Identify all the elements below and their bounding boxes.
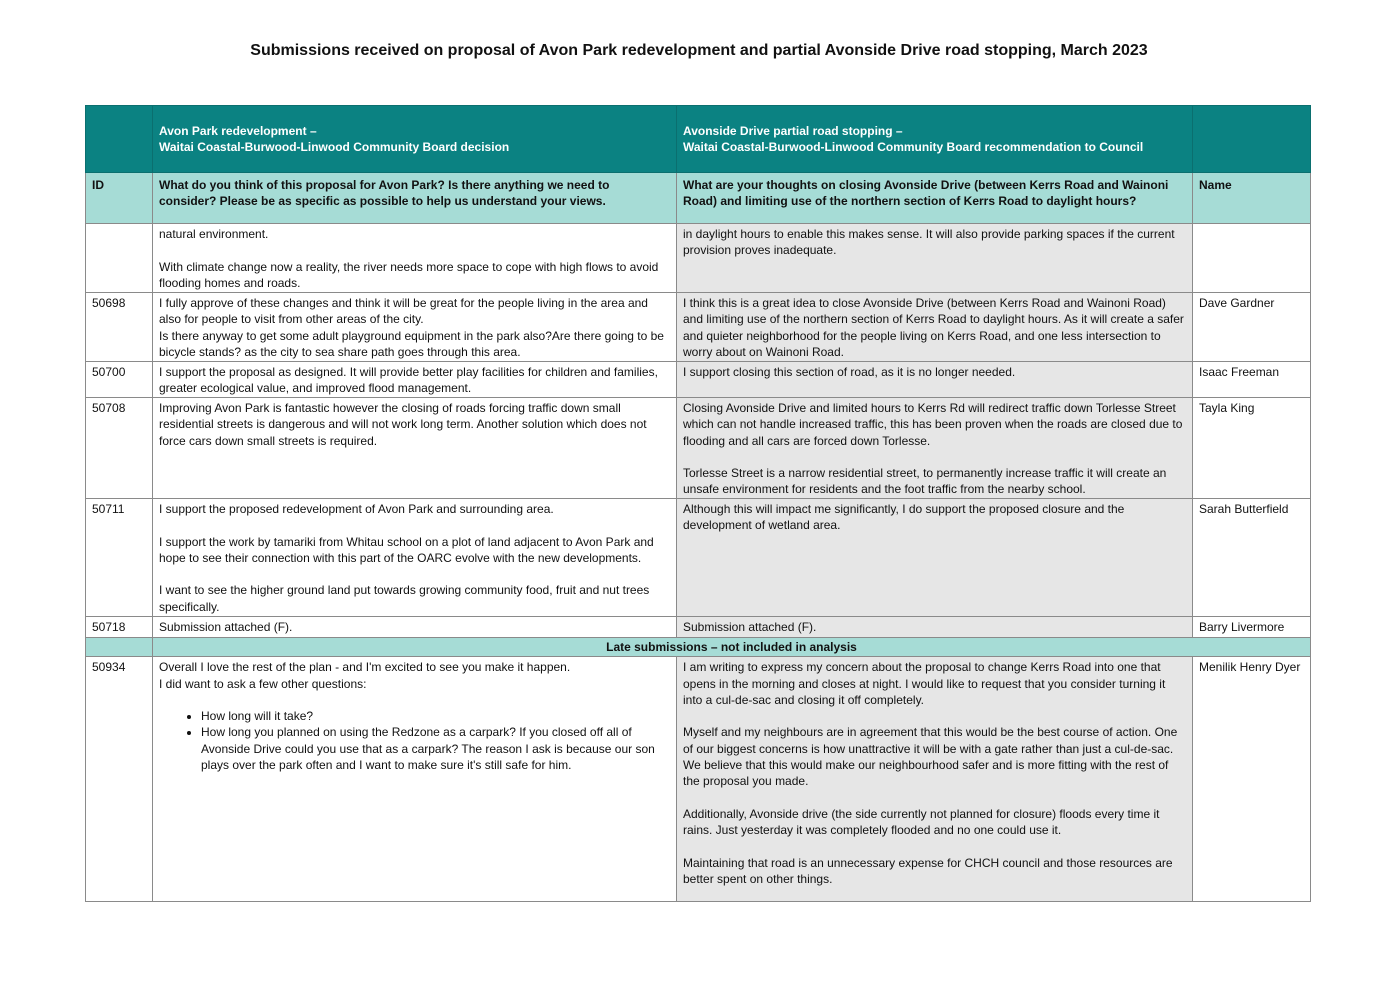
paragraph: natural environment. bbox=[159, 227, 269, 241]
late-submissions-label: Late submissions – not included in analysis bbox=[153, 638, 1311, 657]
submission-id: 50700 bbox=[86, 362, 153, 398]
subheader-name: Name bbox=[1193, 173, 1311, 224]
table-row bbox=[86, 657, 1311, 902]
paragraph: Additionally, Avonside drive (the side currently not planned for closure) floods every time it rains. Just yesterday it was completely flooded and no one could use it. bbox=[683, 806, 1160, 838]
avon-park-response bbox=[153, 657, 677, 902]
paragraph-gap bbox=[683, 839, 1186, 855]
avonside-response bbox=[677, 224, 1193, 293]
submitter-name: Isaac Freeman bbox=[1193, 362, 1311, 398]
table-row bbox=[86, 362, 1311, 398]
header-avonside-line1: Avonside Drive partial road stopping – bbox=[683, 123, 903, 138]
submission-id: 50698 bbox=[86, 293, 153, 362]
submission-id: 50934 bbox=[86, 657, 153, 902]
table-row bbox=[86, 398, 1311, 499]
table-row bbox=[86, 293, 1311, 362]
late-submissions-row bbox=[86, 638, 1311, 657]
paragraph: Submission attached (F). bbox=[683, 620, 817, 634]
paragraph-gap bbox=[683, 449, 1186, 465]
table-subheader-row bbox=[86, 173, 1311, 224]
paragraph: With climate change now a reality, the river needs more space to cope with high flows to avoid flooding homes and roads. bbox=[159, 259, 659, 290]
subheader-id: ID bbox=[86, 173, 153, 224]
submissions-table bbox=[85, 105, 1311, 902]
paragraph: I did want to ask a few other questions: bbox=[159, 676, 367, 691]
paragraph: Submission attached (F). bbox=[159, 620, 293, 634]
paragraph: Torlesse Street is a narrow residential street, to permanently increase traffic it will create an unsafe environment for residents and the foot traffic from the nearby school. bbox=[683, 466, 1167, 497]
header-id-cell bbox=[86, 106, 153, 173]
submission-id bbox=[86, 224, 153, 293]
paragraph: I am writing to express my concern about the proposal to change Kerrs Road into one that opens in the morning and closes at night. I would like to request that you consider turning it into a cul-de-sac and closing it off completely. bbox=[683, 660, 1166, 707]
paragraph: Overall I love the rest of the plan - and I'm excited to see you make it happen. bbox=[159, 660, 571, 675]
header-avonside-drive bbox=[677, 106, 1193, 173]
paragraph: I support the proposal as designed. It will provide better play facilities for children and families, greater ecological value, and improved flood management. bbox=[159, 365, 658, 396]
header-avon-park-line1: Avon Park redevelopment – bbox=[159, 123, 317, 138]
submitter-name: Barry Livermore bbox=[1193, 617, 1311, 638]
list-item: • How long you planned on using the Redzone as a carpark? If you closed off all of Avonside Drive could you use that as a carpark? The reason I ask is because our son plays over the park often and I want to make sure it's still safe for him. bbox=[201, 724, 670, 773]
header-name-cell bbox=[1193, 106, 1311, 173]
paragraph: Although this will impact me significantly, I do support the proposed closure and the development of wetland area. bbox=[683, 502, 1125, 533]
avon-park-response bbox=[153, 398, 677, 499]
subheader-question-1: What do you think of this proposal for Avon Park? Is there anything we need to consider? Please be as specific as possible to help us understand your views. bbox=[153, 173, 677, 224]
question-list bbox=[159, 708, 670, 773]
submitter-name: Menilik Henry Dyer bbox=[1193, 657, 1311, 902]
avonside-response bbox=[677, 293, 1193, 362]
paragraph: Maintaining that road is an unnecessary expense for CHCH council and those resources are better spent on other things. bbox=[683, 855, 1173, 887]
submitter-name bbox=[1193, 224, 1311, 293]
paragraph: I want to see the higher ground land put towards growing community food, fruit and nut trees specifically. bbox=[159, 583, 650, 614]
submission-rows bbox=[86, 224, 1311, 638]
submission-id: 50708 bbox=[86, 398, 153, 499]
paragraph-gap bbox=[159, 242, 670, 258]
avonside-response bbox=[677, 657, 1193, 902]
paragraph: I think this is a great idea to close Avonside Drive (between Kerrs Road and Wainoni Road) and limiting use of the northern section of Kerrs Road to daylight hours. As it will create a safer and quieter neighborhood for the people living on Kerrs Road, and one less intersection to worry about on Wainoni Road. bbox=[683, 296, 1184, 359]
avonside-response bbox=[677, 362, 1193, 398]
paragraph-gap bbox=[683, 708, 1186, 724]
paragraph: Improving Avon Park is fantastic however the closing of roads forcing traffic down small residential streets is dangerous and will not work long term. Another solution which does not force cars down small streets is required. bbox=[159, 401, 647, 448]
paragraph: I support the proposed redevelopment of Avon Park and surrounding area. bbox=[159, 502, 554, 516]
table-row bbox=[86, 499, 1311, 617]
table-header-row bbox=[86, 106, 1311, 173]
avon-park-response bbox=[153, 224, 677, 293]
paragraph: in daylight hours to enable this makes sense. It will also provide parking spaces if the current provision proves inadequate. bbox=[683, 227, 1175, 258]
avon-park-response bbox=[153, 499, 677, 617]
paragraph-gap bbox=[159, 566, 670, 582]
response-intro bbox=[159, 659, 670, 692]
submission-id: 50711 bbox=[86, 499, 153, 617]
submission-id: 50718 bbox=[86, 617, 153, 638]
header-avon-park-line2: Waitai Coastal-Burwood-Linwood Community Board decision bbox=[159, 140, 510, 154]
avon-park-response bbox=[153, 362, 677, 398]
avon-park-response bbox=[153, 617, 677, 638]
late-id-cell bbox=[86, 638, 153, 657]
avonside-response bbox=[677, 499, 1193, 617]
page-title: Submissions received on proposal of Avon Park redevelopment and partial Avonside Drive road stopping, March 2023 bbox=[250, 42, 1148, 59]
submitter-name: Sarah Butterfield bbox=[1193, 499, 1311, 617]
header-avonside-line2: Waitai Coastal-Burwood-Linwood Community Board recommendation to Council bbox=[683, 140, 1144, 154]
table-row bbox=[86, 224, 1311, 293]
paragraph-gap bbox=[159, 517, 670, 533]
subheader-question-2: What are your thoughts on closing Avonside Drive (between Kerrs Road and Wainoni Road) and limiting use of the northern section of Kerrs Road to daylight hours? bbox=[677, 173, 1193, 224]
header-avon-park bbox=[153, 106, 677, 173]
submitter-name: Tayla King bbox=[1193, 398, 1311, 499]
paragraph: I support the work by tamariki from Whitau school on a plot of land adjacent to Avon Park and hope to see their connection with this part of the OARC evolve with the new developments. bbox=[159, 534, 654, 565]
paragraph: Is there anyway to get some adult playground equipment in the park also?Are there going to be bicycle stands? as the city to sea share path goes through this area. bbox=[159, 328, 664, 359]
paragraph: I fully approve of these changes and think it will be great for the people living in the area and also for people to visit from other areas of the city. bbox=[159, 296, 648, 327]
avonside-response bbox=[677, 398, 1193, 499]
paragraph: Closing Avonside Drive and limited hours to Kerrs Rd will redirect traffic down Torlesse Street which can not handle increased traffic, this has been proven when the roads are closed due to flooding and all cars are forced down Torlesse. bbox=[683, 401, 1183, 448]
avonside-response bbox=[677, 617, 1193, 638]
submitter-name: Dave Gardner bbox=[1193, 293, 1311, 362]
avon-park-response bbox=[153, 293, 677, 362]
table-row bbox=[86, 617, 1311, 638]
paragraph-gap bbox=[683, 790, 1186, 806]
list-item: • How long will it take? bbox=[201, 708, 670, 724]
paragraph: I support closing this section of road, as it is no longer needed. bbox=[683, 365, 1016, 379]
paragraph: Myself and my neighbours are in agreement that this would be the best course of action. One of our biggest concerns is how unattractive it will be with a gate rather than just a cul-de-sac. We believe that this would make our neighbourhood safer and is more fitting with the rest of the proposal you made. bbox=[683, 725, 1178, 789]
